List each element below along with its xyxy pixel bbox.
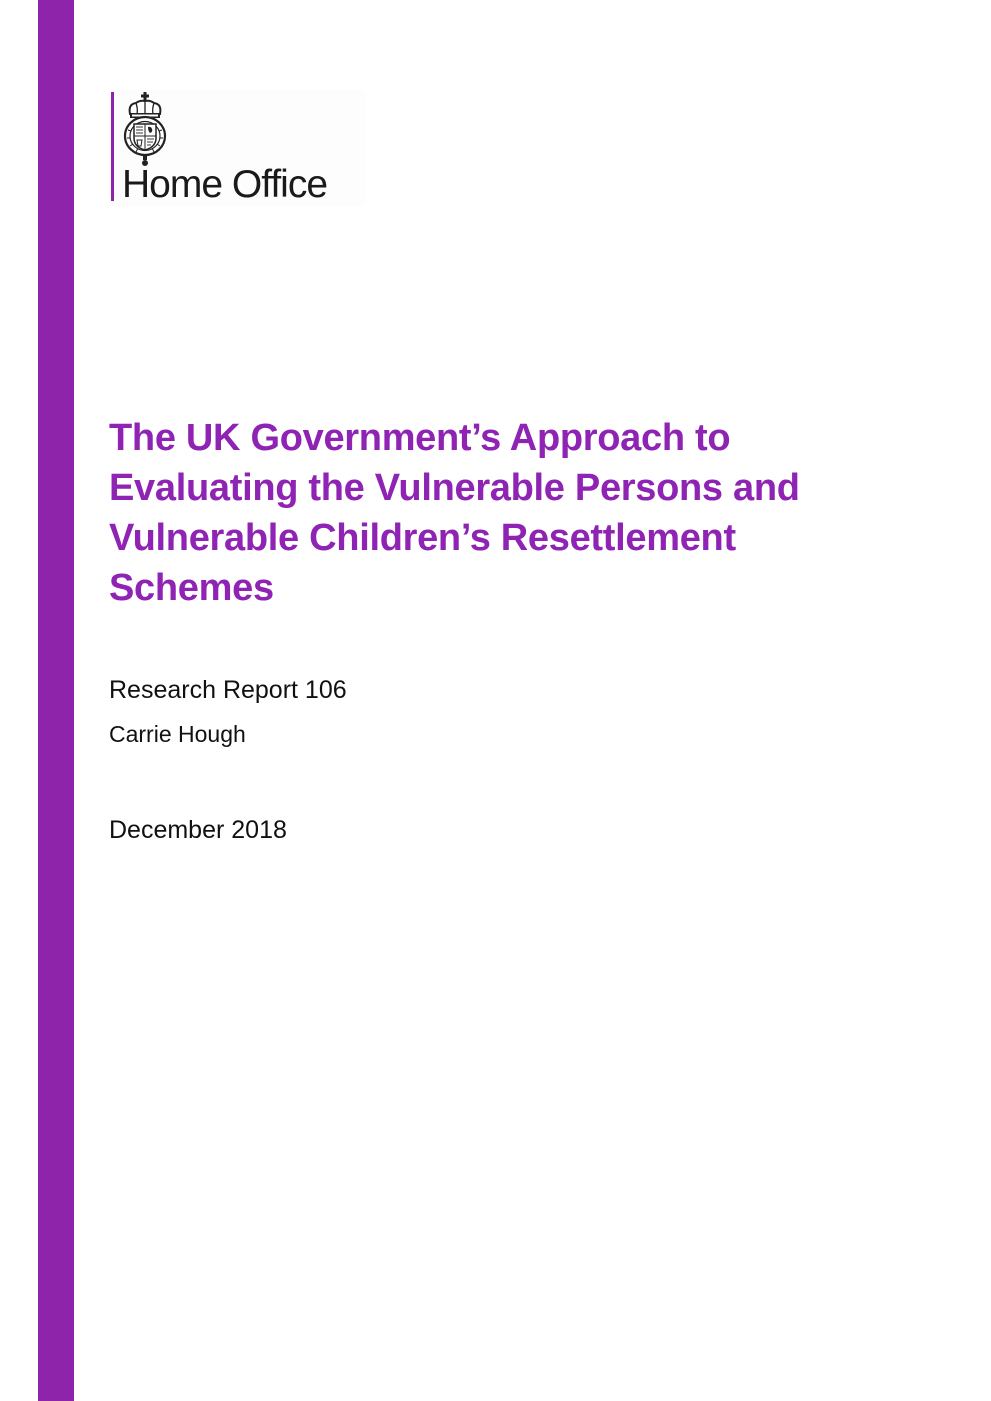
report-title (109, 413, 949, 613)
logo-divider-rule (111, 92, 114, 201)
title-line: Evaluating the Vulnerable Persons and (109, 467, 800, 509)
author-name: Carrie Hough (109, 721, 246, 747)
title-line: Schemes (109, 567, 274, 609)
side-accent-bar (38, 0, 74, 1401)
report-number: Research Report 106 (109, 676, 347, 704)
organisation-name: Home Office (122, 163, 328, 206)
title-line: Vulnerable Children’s Resettlement (109, 517, 736, 559)
title-line: The UK Government’s Approach to (109, 417, 731, 459)
publication-date: December 2018 (109, 816, 287, 844)
royal-crest-icon (122, 92, 168, 168)
